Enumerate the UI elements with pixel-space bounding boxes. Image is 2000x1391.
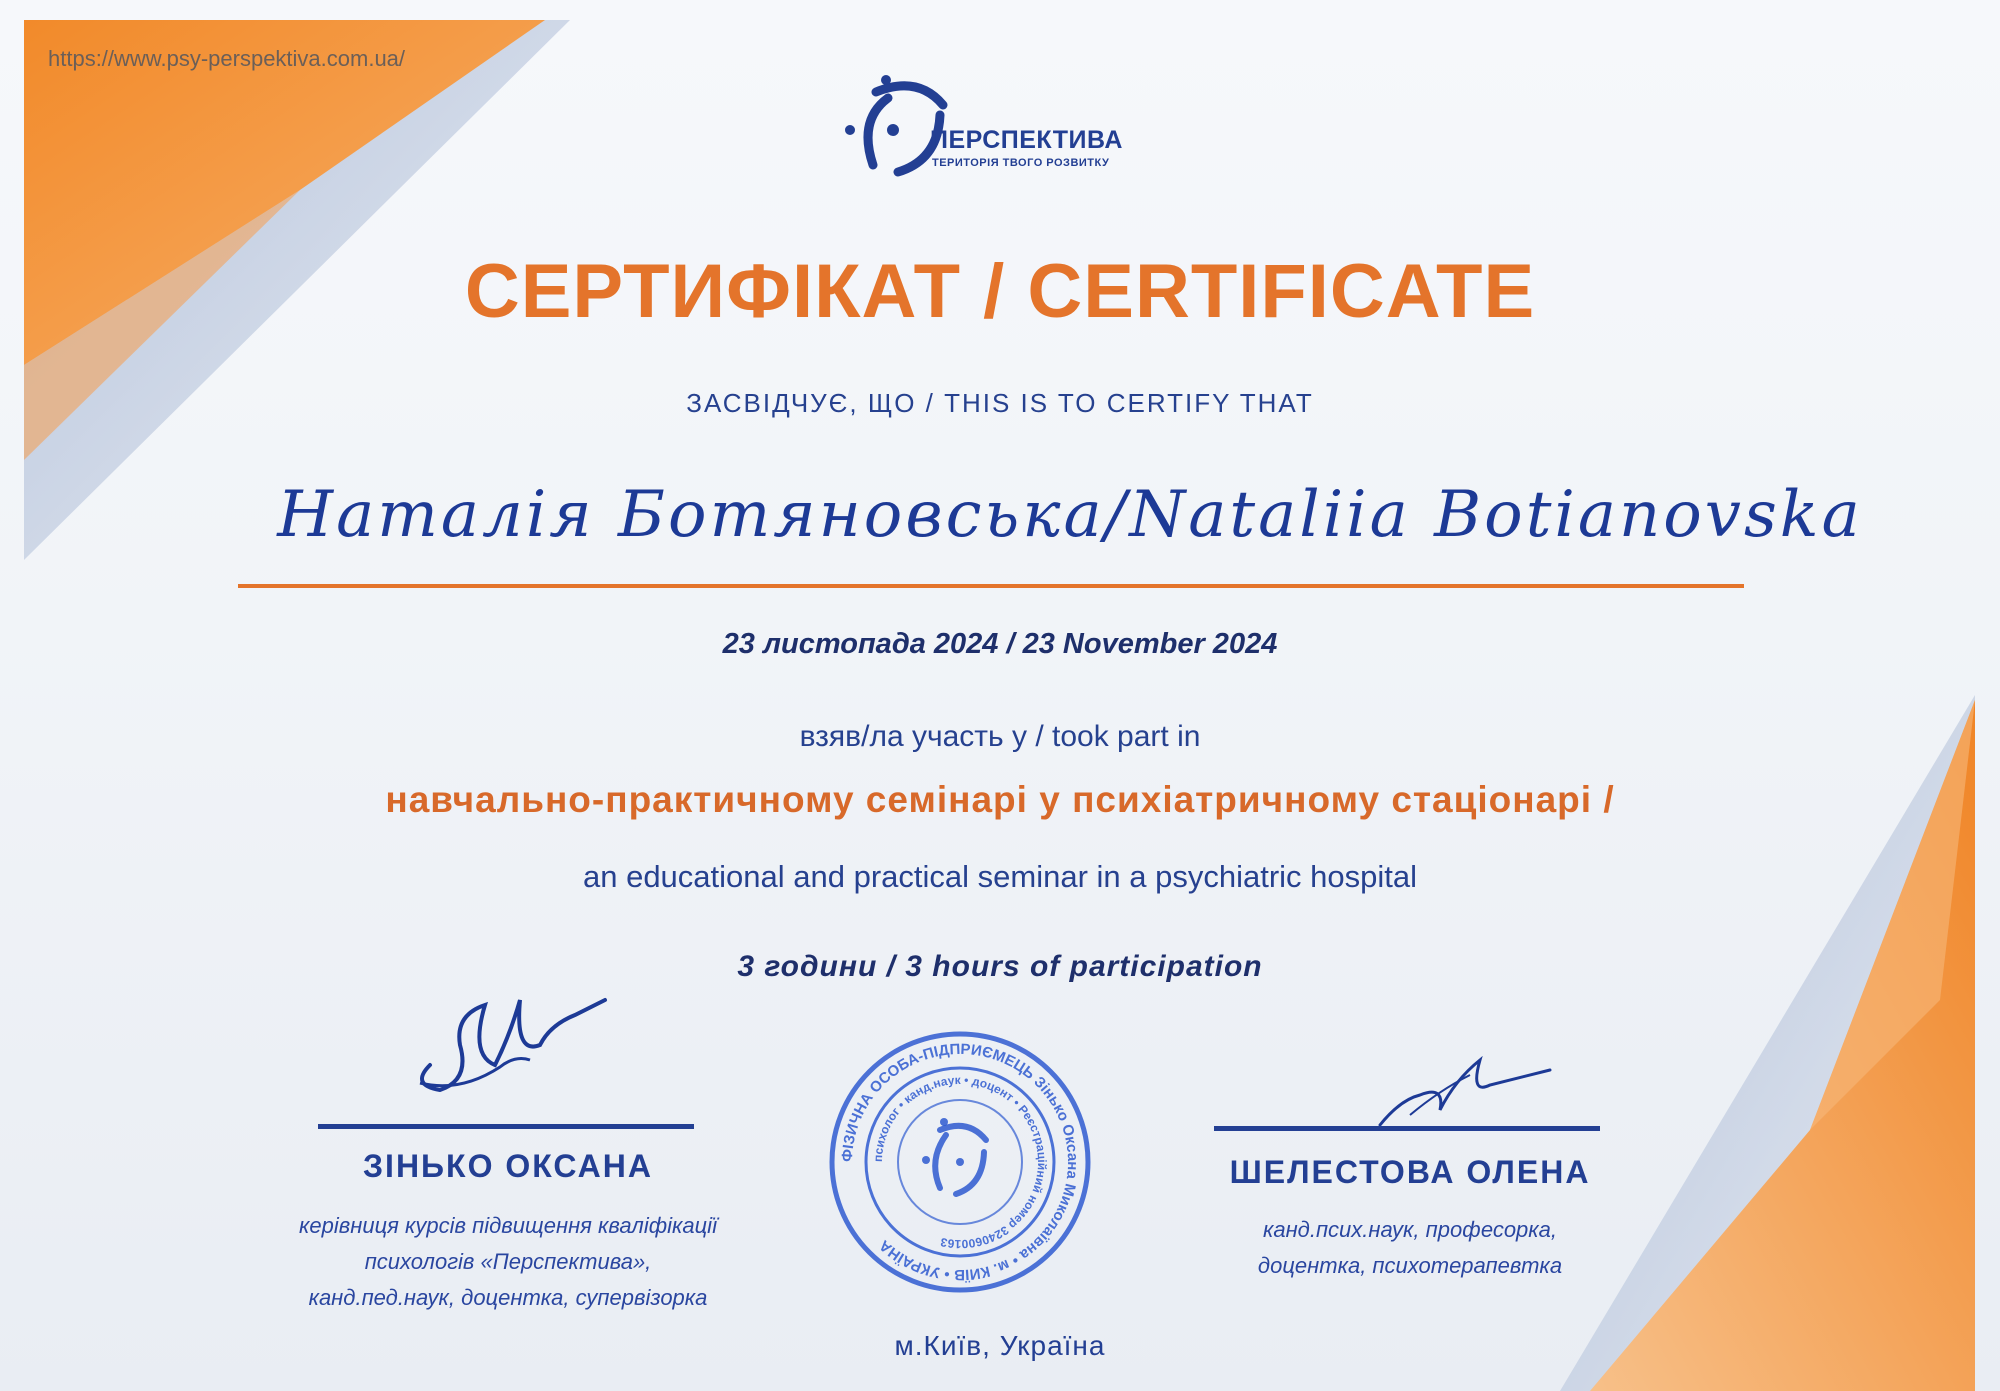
signer-desc-right-1: канд.псих.наук, професорка, [1262, 1217, 1558, 1242]
signer-name-left: ЗІНЬКО ОКСАНА [363, 1148, 653, 1184]
city-line: м.Київ, Україна [894, 1330, 1106, 1361]
seminar-title-en: an educational and practical seminar in a psychiatric hospital [582, 859, 1418, 894]
stamp-outer-text: ФІЗИЧНА ОСОБА-ПІДПРИЄМЕЦЬ Зінько Оксана Миколаївна • м. КИЇВ • УКРАЇНА [838, 1040, 1082, 1284]
signer-desc-left-2: психологів «Перспектива», [364, 1249, 652, 1274]
certify-line: ЗАСВІДЧУЄ, ЩО / THIS IS TO CERTIFY THAT [686, 388, 1314, 418]
seminar-title-ua: навчально-практичному семінарі у психіатричному стаціонарі / [385, 779, 1615, 820]
participation-line: взяв/ла участь у / took part in [799, 720, 1201, 753]
signature-line-left [318, 1124, 694, 1129]
logo-wordmark: ПЕРСПЕКТИВА [930, 126, 1123, 154]
signature-line-right [1214, 1126, 1600, 1131]
signature-left [400, 975, 620, 1105]
certificate-date: 23 листопада 2024 / 23 November 2024 [722, 628, 1278, 660]
certificate-title: СЕРТИФІКАТ / CERTIFICATE [464, 249, 1536, 334]
signer-desc-left-1: керівниця курсів підвищення кваліфікації [299, 1213, 717, 1238]
signature-right [1370, 1040, 1560, 1130]
logo-tagline: ТЕРИТОРІЯ ТВОГО РОЗВИТКУ [932, 157, 1110, 169]
hours-line: 3 години / 3 hours of participation [737, 950, 1263, 983]
name-underline [238, 584, 1744, 588]
signer-desc-left-3: канд.пед.наук, доцентка, супервізорка [308, 1285, 708, 1310]
official-stamp [828, 1030, 1092, 1294]
stamp-inner-text: психолог • канд.наук • доцент • Реєстраційний номер 3240600163 [870, 1072, 1050, 1252]
signer-desc-right-2: доцентка, психотерапевтка [1257, 1253, 1563, 1278]
signer-name-right: ШЕЛЕСТОВА ОЛЕНА [1229, 1154, 1591, 1190]
recipient-name: Наталія Ботяновська/Nataliia Botianovska [277, 478, 1863, 552]
website-url[interactable]: https://www.psy-perspektiva.com.ua/ [48, 46, 406, 71]
